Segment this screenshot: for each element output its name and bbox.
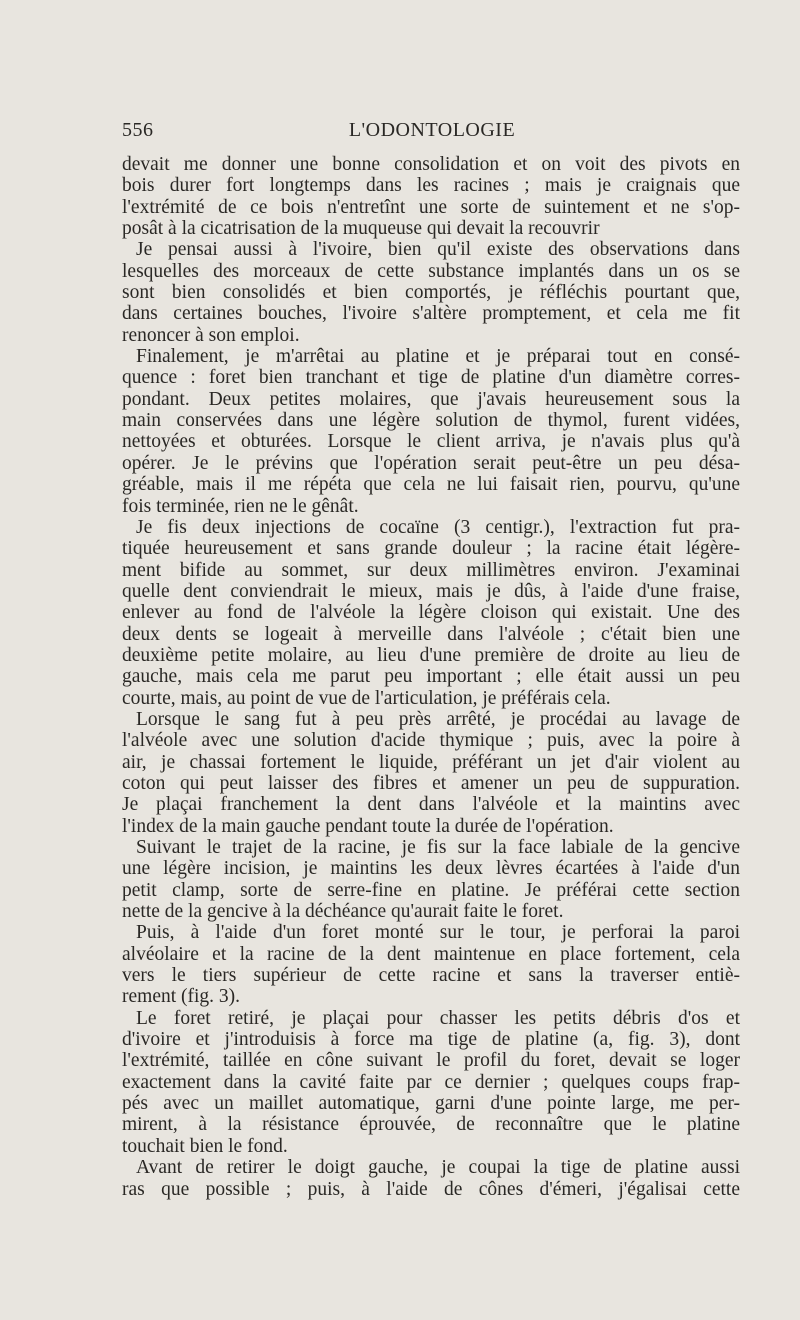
journal-title: L'ODONTOLOGIE [348,119,516,141]
running-head [122,119,742,147]
text-line: Finalement, je m'arrêtai au platine et je préparai tout en consé- [136,346,740,368]
text-line: touchait bien le fond. [122,1135,288,1157]
text-line: Je plaçai franchement la dent dans l'alvéole et la maintins avec [122,794,740,816]
text-line: lesquelles des morceaux de cette substance implantés dans un os se [122,260,740,282]
text-line: alvéolaire et la racine de la dent maintenue en place fortement, cela [122,943,740,965]
text-line: Le foret retiré, je plaçai pour chasser les petits débris d'os et [136,1007,740,1029]
text-line: rement (fig. 3). [122,986,241,1008]
text-line: courte, mais, au point de vue de l'articulation, je préférais cela. [122,687,611,709]
text-line: petit clamp, sorte de serre-fine en platine. Je préférai cette section [122,879,740,901]
text-line: vers le tiers supérieur de cette racine et sans la traverser entiè- [122,965,740,987]
text-line: mirent, à la résistance éprouvée, de reconnaître que le platine [122,1114,740,1136]
text-line: l'extrémité, taillée en cône suivant le profil du foret, devait se loger [122,1050,740,1072]
text-line: l'index de la main gauche pendant toute la durée de l'opération. [122,815,614,837]
page-number: 556 [122,119,154,141]
text-line: air, je chassai fortement le liquide, préférant un jet d'air violent au [122,751,740,773]
text-line: exactement dans la cavité faite par ce dernier ; quelques coups frap- [122,1071,740,1093]
text-line: d'ivoire et j'introduisis à force ma tige de platine (a, fig. 3), dont [122,1029,740,1051]
text-line: coton qui peut laisser des fibres et amener un peu de suppuration. [122,772,740,794]
text-line: Je pensai aussi à l'ivoire, bien qu'il existe des observations dans [136,239,740,261]
text-line: fois terminée, rien ne le gênât. [122,495,359,517]
text-line: quelle dent conviendrait le mieux, mais je dûs, à l'aide d'une fraise, [122,580,740,602]
body-text [122,154,740,1200]
text-line: bois durer fort longtemps dans les racines ; mais je craignais que [122,175,740,197]
text-line: Je fis deux injections de cocaïne (3 centigr.), l'extraction fut pra- [136,516,740,538]
text-line: enlever au fond de l'alvéole la légère cloison qui existait. Une des [122,602,740,624]
text-line: gréable, mais il me répéta que cela ne lui faisait rien, pourvu, qu'une [122,474,740,496]
text-line: pés avec un maillet automatique, garni d'une pointe large, me per- [122,1093,740,1115]
text-line: devait me donner une bonne consolidation et on voit des pivots en [122,154,740,175]
text-line: nettoyées et obturées. Lorsque le client arriva, je n'avais plus qu'à [122,431,740,453]
text-line: deux dents se logeait à merveille dans l'alvéole ; c'était bien une [122,623,740,645]
text-line: deuxième petite molaire, au lieu d'une première de droite au lieu de [122,644,740,666]
text-line: Avant de retirer le doigt gauche, je coupai la tige de platine aussi [136,1157,740,1179]
text-line: Lorsque le sang fut à peu près arrêté, je procédai au lavage de [136,708,740,730]
text-line: Puis, à l'aide d'un foret monté sur le tour, je perforai la paroi [136,922,740,944]
text-line: l'extrémité de ce bois n'entretînt une sorte de suintement et ne s'op- [122,196,740,218]
text-line: opérer. Je le prévins que l'opération serait peut-être un peu désa- [122,452,740,474]
text-line: nette de la gencive à la déchéance qu'aurait faite le foret. [122,901,564,923]
text-line: l'alvéole avec une solution d'acide thymique ; puis, avec la poire à [122,730,740,752]
text-line: dans certaines bouches, l'ivoire s'altère promptement, et cela me fit [122,303,740,325]
text-line: sont bien consolidés et bien comportés, je réfléchis pourtant que, [122,282,740,304]
text-line: gauche, mais cela me parut peu important ; elle était aussi un peu [122,666,740,688]
text-line: ras que possible ; puis, à l'aide de cônes d'émeri, j'égalisai cette [122,1178,740,1200]
text-line: quence : foret bien tranchant et tige de platine d'un diamètre corres- [122,367,740,389]
text-line: une légère incision, je maintins les deux lèvres écartées à l'aide d'un [122,858,740,880]
text-line: renoncer à son emploi. [122,324,300,346]
text-line: pondant. Deux petites molaires, que j'avais heureusement sous la [122,388,740,410]
text-line: posât à la cicatrisation de la muqueuse qui devait la recouvrir [122,218,600,240]
text-line: tiquée heureusement et sans grande douleur ; la racine était légère- [122,538,740,560]
text-line: ment bifide au sommet, sur deux millimètres environ. J'examinai [122,559,740,581]
text-line: Suivant le trajet de la racine, je fis sur la face labiale de la gencive [136,837,740,858]
text-line: main conservées dans une légère solution de thymol, furent vidées, [122,410,740,432]
